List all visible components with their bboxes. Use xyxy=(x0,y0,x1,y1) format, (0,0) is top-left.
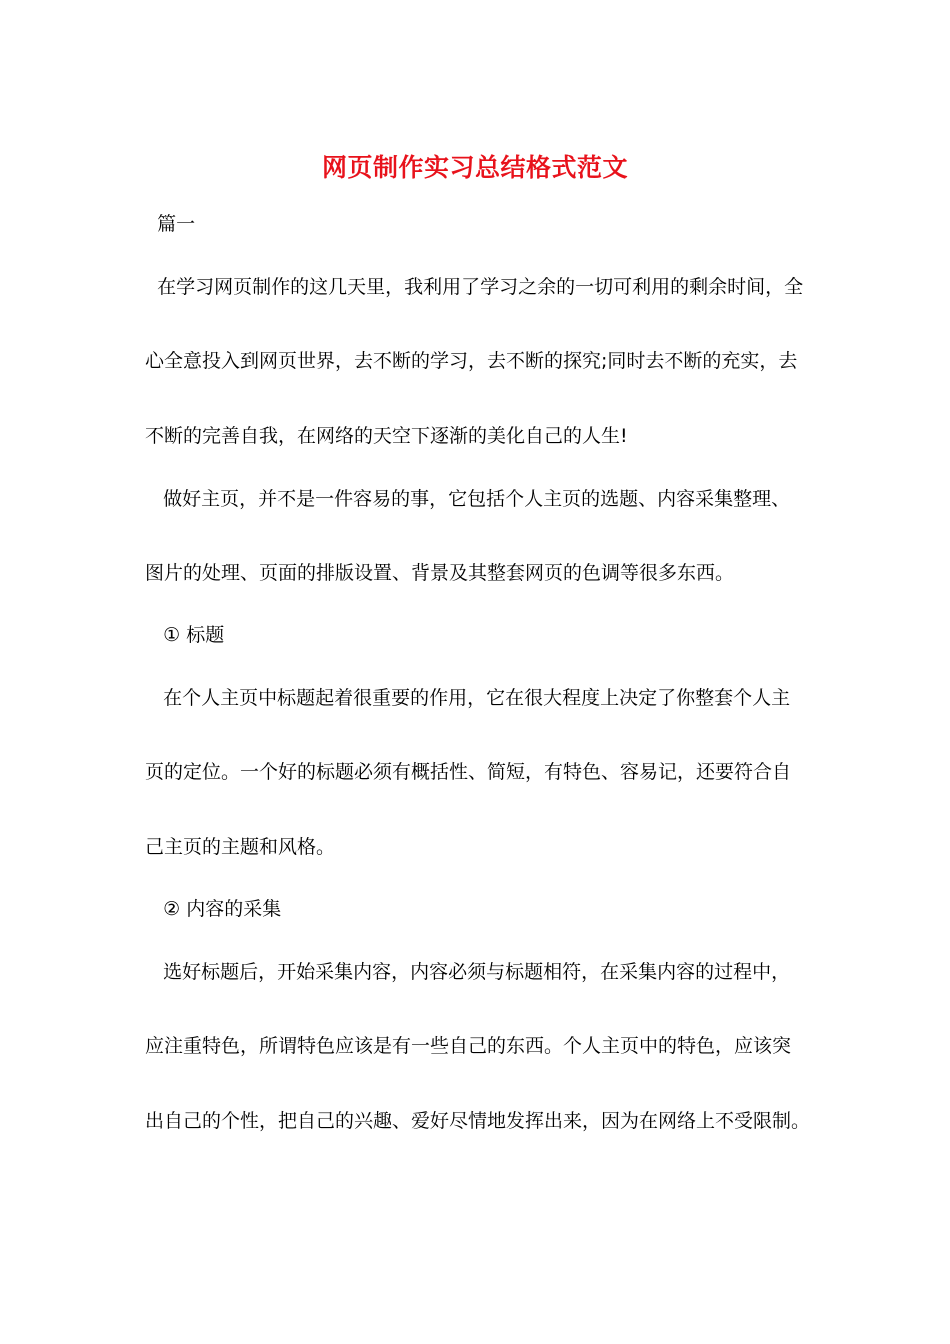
paragraph-line: 应注重特色，所谓特色应该是有一些自己的东西。个人主页中的特色，应该突 xyxy=(145,1035,792,1057)
paragraph-line: 页的定位。一个好的标题必须有概括性、简短，有特色、容易记，还要符合自 xyxy=(145,761,792,783)
page-title: 网页制作实习总结格式范文 xyxy=(321,153,628,182)
paragraph-line: 做好主页，并不是一件容易的事，它包括个人主页的选题、内容采集整理、 xyxy=(145,488,791,510)
paragraph-line: 出自己的个性，把自己的兴趣、爱好尽情地发挥出来，因为在网络上不受限制。 xyxy=(145,1110,811,1132)
paragraph-line: 心全意投入到网页世界，去不断的学习，去不断的探究;同时去不断的充实，去 xyxy=(145,350,798,372)
paragraph-line: 在个人主页中标题起着很重要的作用，它在很大程度上决定了你整套个人主 xyxy=(145,687,791,709)
paragraph-line: 选好标题后，开始采集内容，内容必须与标题相符，在采集内容的过程中， xyxy=(145,961,791,983)
paragraph-line: 不断的完善自我，在网络的天空下逐渐的美化自己的人生! xyxy=(145,425,628,447)
paragraph-line: 己主页的主题和风格。 xyxy=(145,836,336,858)
subsection-heading: ① 标题 xyxy=(145,624,225,646)
paragraph-line: 图片的处理、页面的排版设置、背景及其整套网页的色调等很多东西。 xyxy=(145,562,735,584)
subsection-heading: ② 内容的采集 xyxy=(145,898,282,920)
paragraph-line: 在学习网页制作的这几天里，我利用了学习之余的一切可利用的剩余时间，全 xyxy=(145,276,804,298)
section-heading: 篇一 xyxy=(145,213,196,235)
